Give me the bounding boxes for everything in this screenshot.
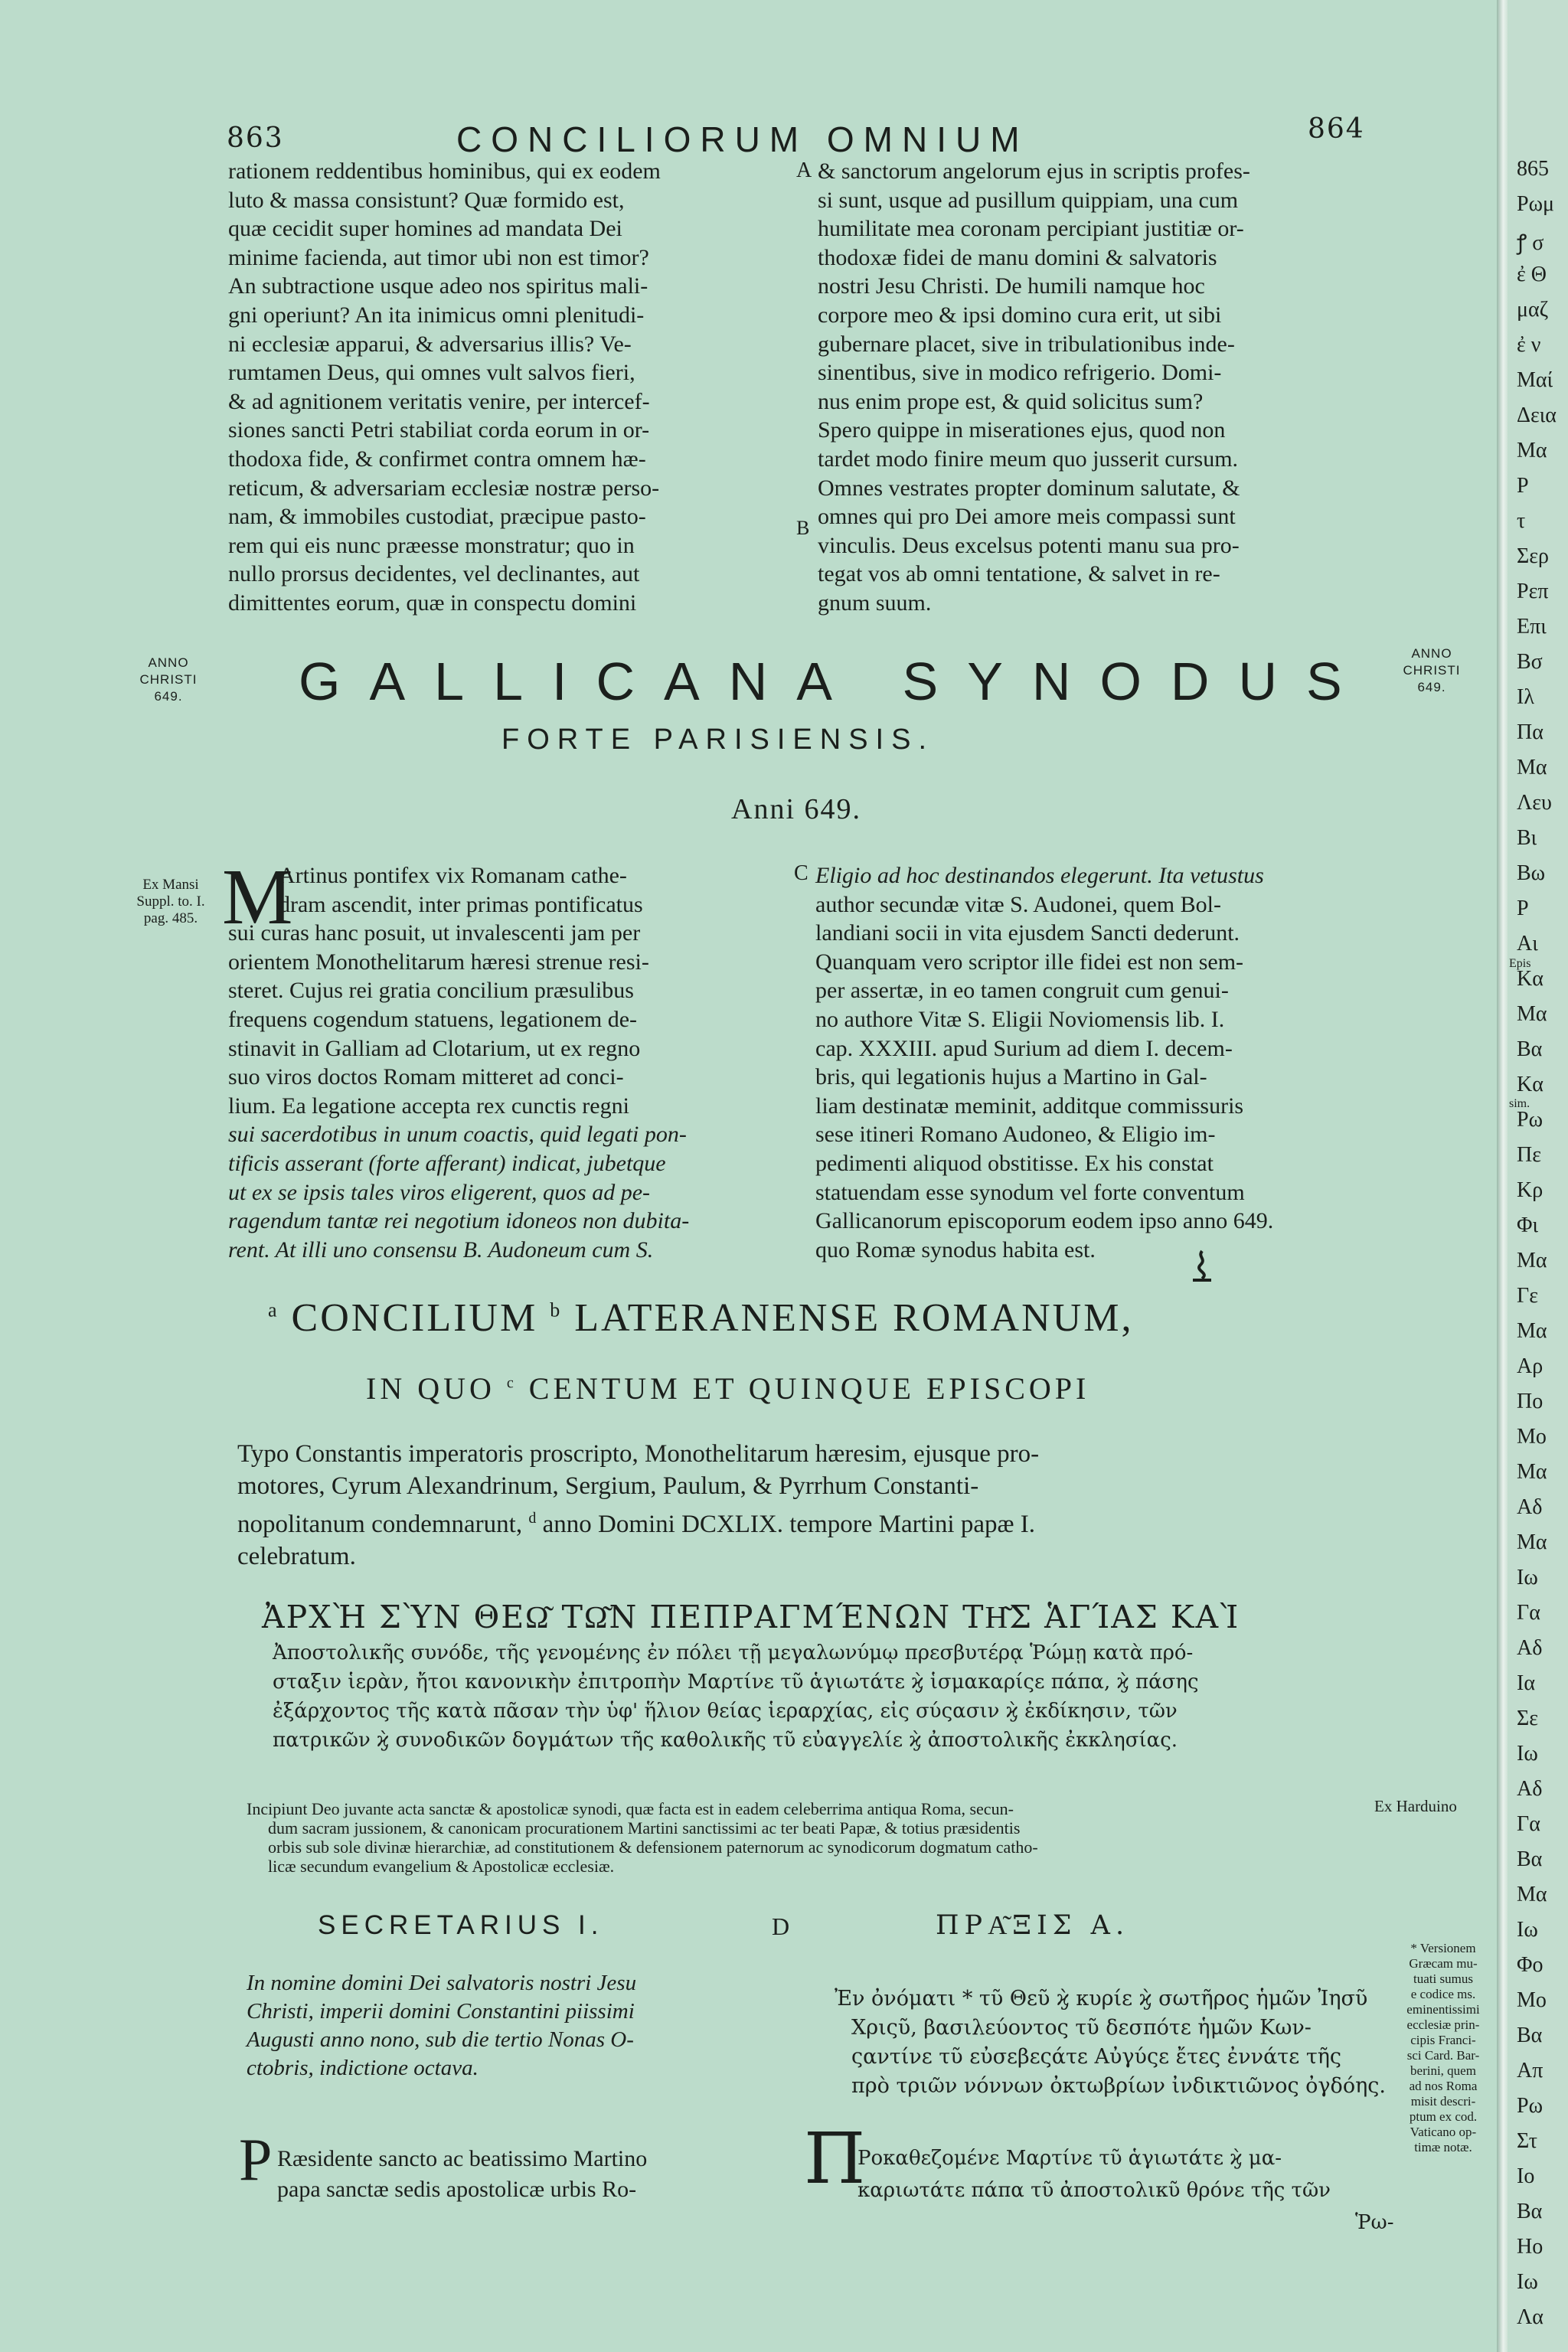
incipit-paragraph (247, 1799, 1380, 1876)
text-line: thodoxæ fidei de manu domini & salvatoris (818, 244, 1217, 270)
text-line: tificis asserant (forte afferant) indicat, jubetque (228, 1150, 666, 1176)
next-page-word: Aρ (1517, 1354, 1544, 1378)
greek-line: Χριςῦ, βασιλεύοντος τῦ δεσπότε ἡμῶν Κων- (851, 2016, 1312, 2040)
text-line: reticum, & adversariam ecclesiæ nostræ perso- (228, 475, 660, 501)
text-line: sui curas hanc posuit, ut invalescenti jam per (228, 920, 641, 946)
text-line: siones sancti Petri stabiliat corda eorum in or- (228, 417, 650, 443)
next-page-word: Γα (1517, 1812, 1540, 1836)
council-subtitle-part: CENTUM ET QUINQUE EPISCOPI (528, 1371, 1090, 1406)
next-page-word: Ρω (1517, 1108, 1544, 1132)
anno-label: ANNO (148, 655, 189, 670)
next-page-word: Bα (1517, 2024, 1543, 2047)
next-page-word: Μα (1517, 439, 1547, 462)
column-marker-c: C (794, 861, 808, 885)
text-line: quo Romæ synodus habita est. (815, 1236, 1096, 1263)
next-page-word: Γε (1517, 1284, 1538, 1308)
text-line: Quanquam vero scriptor ille fidei est non sem- (815, 949, 1244, 975)
footnote-marker: b (550, 1298, 563, 1321)
text-line: Christi, imperii domini Constantini piissimi (247, 1999, 635, 2024)
top-left-column (228, 157, 799, 618)
greek-line: Ἀποστολικῆς συνόδε, τῆς γενομένης ἐν πόλει τῇ μεγαλωνύμῳ πρεσβυτέρᾳ Ῥώμῃ κατὰ πρό- (273, 1642, 1194, 1664)
column-marker-a: A (796, 158, 812, 182)
next-page-word: Iω (1517, 1742, 1538, 1766)
next-page-word: Μα (1517, 1002, 1547, 1026)
text-line: author secundæ vitæ S. Audonei, quem Bol- (815, 891, 1221, 917)
text-line: landiani socii in vita ejusdem Sancti dederunt. (815, 920, 1240, 946)
next-page-word: Ιλ (1517, 685, 1534, 709)
greek-line: πρὸ τριῶν νόννων ὀκτωβρίων ἰνδικτιῶνος ὀγδόης. (851, 2074, 1386, 2098)
praxis-heading: ΠΡΑ͂ΞΙΣ Α. (936, 1910, 1130, 1941)
next-page-word: Kα (1517, 967, 1544, 991)
margin-note-line: Vaticano op- (1410, 2125, 1477, 2139)
council-title (268, 1295, 1133, 1341)
text-line: statuendam esse synodum vel forte conventum (815, 1179, 1245, 1205)
text-line: liam destinatæ meminit, additque commissuris (815, 1093, 1244, 1119)
text-line: Typo Constantis imperatoris proscripto, Monothelitarum hæresim, ejusque pro- (237, 1440, 1040, 1468)
text-line: per assertæ, in eo tamen congruit cum genui- (815, 978, 1229, 1004)
text-line: steret. Cujus rei gratia concilium præsulibus (228, 978, 634, 1004)
margin-note-line: eminentissimi (1406, 2002, 1480, 2017)
text-line: gnum suum. (818, 590, 932, 616)
incipit-line: orbis sub sole divinæ hierarchiæ, ad constitutionem & defensionem paternorum ac synodicorum dogmatum catho- (268, 1838, 1038, 1857)
text-line: ctobris, indictione octava. (247, 2056, 479, 2080)
next-page-word: Bα (1517, 1847, 1543, 1871)
next-page-word: Μο (1517, 1425, 1547, 1449)
greek-line: Ἐν ὀνόματι * τῦ Θεῦ ϗ̀ κυρίε ϗ̀ σωτῆρος ἡμῶν Ἰησῦ (835, 1987, 1368, 2011)
next-page-word: Kρ (1517, 1178, 1544, 1202)
text-line: rationem reddentibus hominibus, qui ex eodem (228, 158, 661, 184)
text-line: orientem Monothelitarum hæresi strenue resi- (228, 949, 649, 975)
greek-line: πατρικῶν ϗ̀ συνοδικῶν δογμάτων τῆς καθολικῆς τῦ εὐαγγελίε ϗ̀ ἀποστολικῆς ἐκκλησίας. (273, 1729, 1178, 1752)
greek-pro-paragraph (858, 2142, 1393, 2239)
next-page-word: Σερ (1517, 544, 1550, 568)
next-page-word: Io (1517, 2164, 1535, 2188)
anno-label: ANNO (1411, 646, 1452, 661)
text-line: sinentibus, sive in modico refrigerio. Domi- (818, 360, 1222, 386)
next-page-word: Aδ (1517, 1636, 1543, 1660)
text-line: corpore meo & ipsi domino cura erit, ut sibi (818, 302, 1222, 328)
text-line: Ræsidente sancto ac beatissimo Martino (277, 2146, 648, 2171)
text-line: quæ cecidit super homines ad mandata Dei (228, 216, 622, 242)
text-line: dimittentes eorum, quæ in conspectu domini (228, 590, 637, 616)
text-line: gubernare placet, sive in tribulationibus inde- (818, 331, 1235, 357)
text-line: & sanctorum angelorum ejus in scriptis profes- (818, 158, 1250, 184)
margin-note-line: ad nos Roma (1409, 2079, 1478, 2093)
margin-source-note (113, 877, 228, 927)
text-line: An subtractione usque adeo nos spiritus mali- (228, 273, 648, 299)
text-line: minime facienda, aut timor ubi non est timor? (228, 244, 649, 270)
text-line: rent. At illi uno consensu B. Audoneum cum S. (228, 1236, 654, 1263)
margin-note-line: misit descri- (1410, 2094, 1476, 2109)
text-line: In nomine domini Dei salvatoris nostri Jesu (247, 1971, 637, 1995)
top-right-column (818, 157, 1415, 618)
text-line: ragendum tantæ rei negotium idoneos non dubita- (228, 1208, 690, 1234)
martinus-left-column (228, 861, 795, 1264)
text-line: pedimenti aliquod obstitisse. Ex his constat (815, 1150, 1214, 1176)
praesidente-paragraph (277, 2144, 798, 2205)
text-line: ni ecclesiæ apparui, & adversarius illis? Ve- (228, 331, 632, 357)
margin-note-line: e codice ms. (1410, 1987, 1476, 2001)
text-line: dram ascendit, inter primas pontificatus (279, 891, 643, 917)
next-page-word: Μα (1517, 1319, 1547, 1343)
text-line: ut ex se ipsis tales viros eligerent, quos ad pe- (228, 1179, 651, 1205)
council-subtitle-part: IN QUO (366, 1371, 495, 1406)
next-page-word: Iω (1517, 2270, 1538, 2294)
text-line: luto & massa consistunt? Quæ formido est, (228, 187, 625, 213)
next-page-word: Μα (1517, 756, 1547, 779)
greek-line: Ροκαθεζομένε Μαρτίνε τῦ ἁγιωτάτε ϗ̀ μα- (858, 2147, 1282, 2170)
next-page-word: Γα (1517, 1601, 1540, 1625)
margin-note-line: ptum ex cod. (1409, 2109, 1478, 2124)
next-page-word: Pωμ (1517, 192, 1555, 216)
next-page-word: Μαί (1517, 368, 1553, 392)
incipit-line: licæ secundum evangelium & Apostolicæ ecclesiæ. (268, 1857, 615, 1876)
greek-line: ςαντίνε τῦ εὐσεβεςάτε Αὐγύςε ἔτες ἐννάτε τῆς (851, 2045, 1342, 2069)
text-line: vinculis. Deus excelsus potenti manu sua pro- (818, 532, 1240, 558)
secretarius-heading: SECRETARIUS I. (318, 1910, 604, 1940)
next-page-word: Aδ (1517, 1777, 1543, 1801)
next-page-margin-note: Epis (1509, 957, 1531, 970)
versionem-note (1390, 1941, 1497, 2155)
next-page-word: Aπ (1517, 2059, 1544, 2082)
column-marker-b: B (796, 517, 810, 539)
text-line: tegat vos ab omni tentatione, & salvet in re- (818, 561, 1220, 587)
next-page-word: Αι (1517, 932, 1538, 956)
next-page-word: ἐ ν (1517, 333, 1541, 357)
drop-cap-m: M (222, 853, 293, 941)
text-line: lium. Ea legatione accepta rex cunctis regni (228, 1093, 629, 1119)
year-label: 649. (1417, 680, 1446, 694)
next-page-word: Πα (1517, 720, 1544, 744)
next-page-word: Σε (1517, 1707, 1539, 1730)
next-page-margin-note: sim. (1509, 1097, 1530, 1110)
synod-subtitle: FORTE PARISIENSIS. (501, 724, 935, 756)
next-page-word: Λα (1517, 2305, 1544, 2329)
greek-line: ἐξάρχοντος τῆς κατὰ πᾶσαν τὴν ὑφ' ἥλιον θείας ἱεραρχίας, εἰς σύςασιν ϗ̀ ἐκδίκησιν, τῶν (273, 1700, 1178, 1723)
next-page-word: Bα (1517, 1037, 1543, 1061)
next-page-word: Δεια (1517, 403, 1557, 427)
margin-note-line: * Versionem (1410, 1941, 1476, 1955)
text-line: Eligio ad hoc destinandos elegerunt. Ita vetustus (815, 863, 1264, 888)
page-number-left: 863 (227, 122, 284, 154)
text-fragment: nopolitanum condemnarunt, (237, 1511, 529, 1538)
next-page-word: Bι (1517, 826, 1537, 850)
next-page-word: ꝭ σ (1517, 231, 1544, 255)
next-page-word: Iω (1517, 1566, 1538, 1589)
text-fragment: anno Domini DCXLIX. tempore Martini papæ I. (536, 1511, 1035, 1538)
harduino-note: Ex Harduino (1374, 1797, 1457, 1815)
next-page-word: Bσ (1517, 650, 1543, 674)
running-title: CONCILIORUM OMNIUM (456, 119, 1029, 159)
drop-cap-p: P (239, 2126, 273, 2193)
next-page-edge (1508, 0, 1568, 2352)
next-page-word: Μα (1517, 1460, 1547, 1484)
text-line: Augusti anno nono, sub die tertio Nonas O- (247, 2027, 634, 2052)
footnote-marker: d (528, 1510, 537, 1527)
christi-label: CHRISTI (139, 672, 198, 687)
year-label: 649. (154, 689, 183, 704)
margin-note-line: Ex Mansi (142, 877, 199, 893)
next-page-word: τ (1517, 509, 1526, 533)
christi-label: CHRISTI (1403, 663, 1461, 678)
text-line: papa sanctæ sedis apostolicæ urbis Ro- (277, 2177, 637, 2202)
next-page-word: Iω (1517, 1918, 1538, 1942)
typo-paragraph (237, 1438, 1340, 1573)
text-line: Gallicanorum episcoporum eodem ipso anno 649. (815, 1208, 1274, 1234)
text-line: cap. XXXIII. apud Surium ad diem I. decem- (815, 1035, 1233, 1061)
next-page-word: P (1517, 474, 1529, 498)
in-nomine-latin (247, 1969, 798, 2082)
text-line: motores, Cyrum Alexandrinum, Sergium, Paulum, & Pyrrhum Constanti- (237, 1472, 979, 1500)
margin-note-line: pag. 485. (143, 910, 198, 926)
text-line (237, 1502, 1340, 1540)
text-line: nullo prorsus decidentes, vel declinantes, aut (228, 561, 640, 587)
text-line: rem qui eis nunc præesse monstratur; quo in (228, 532, 635, 558)
next-page-word: Λευ (1517, 791, 1552, 815)
text-line: nam, & immobiles custodiat, præcipue pasto- (228, 504, 646, 530)
text-line: celebratum. (237, 1543, 356, 1570)
text-line: nostri Jesu Christi. De humili namque hoc (818, 273, 1205, 299)
page-number-right: 864 (1308, 113, 1365, 145)
page-gutter (1497, 0, 1508, 2352)
next-page-word: Iα (1517, 1671, 1535, 1695)
next-page-word: Πε (1517, 1143, 1541, 1167)
next-page-word: Μα (1517, 1249, 1547, 1272)
footnote-marker: c (506, 1374, 518, 1392)
text-line: omnes qui pro Dei amore meis compassi sunt (818, 504, 1236, 530)
next-page-word: Στ (1517, 2129, 1538, 2153)
text-line: nus enim prope est, & quid solicitus sum? (818, 388, 1204, 414)
text-line: tardet modo finire meum quo jusserit cursum. (818, 446, 1239, 472)
next-page-word: Επι (1517, 615, 1547, 639)
footnote-marker: a (268, 1298, 279, 1321)
margin-note-line: Græcam mu- (1409, 1956, 1478, 1971)
text-line: suo viros doctos Romam mitteret ad conci- (228, 1064, 624, 1090)
next-page-word: Μα (1517, 1883, 1547, 1906)
margin-note-line: timæ notæ. (1414, 2140, 1472, 2154)
next-page-word: Μο (1517, 1988, 1547, 2012)
next-page-word: Ηο (1517, 2235, 1544, 2259)
next-page-word: Φι (1517, 1214, 1538, 1237)
synod-title: GALLICANA SYNODUS (299, 652, 1371, 711)
council-subtitle (366, 1370, 1089, 1406)
next-page-word: Bα (1517, 2200, 1543, 2223)
anno-christi-left (107, 655, 230, 705)
next-page-word: Φο (1517, 1953, 1544, 1977)
margin-note-line: Suppl. to. I. (136, 893, 205, 910)
margin-note-line: sci Card. Bar- (1406, 2048, 1480, 2063)
next-page-word: Bω (1517, 861, 1546, 885)
next-page-word: Kα (1517, 1073, 1544, 1096)
next-page-word: Μα (1517, 1530, 1547, 1554)
text-line: no authore Vitæ S. Eligii Noviomensis lib. I. (815, 1006, 1225, 1032)
margin-note-line: ecclesiæ prin- (1406, 2017, 1480, 2032)
text-line: rumtamen Deus, qui omnes vult salvos fieri, (228, 360, 635, 386)
text-line: gni operiunt? An ita inimicus omni plenitudi- (228, 302, 645, 328)
in-nomine-greek (835, 1984, 1401, 2101)
text-line: bris, qui legationis hujus a Martino in Gal- (815, 1064, 1207, 1090)
next-page-word: Pω (1517, 2094, 1544, 2118)
margin-note-line: tuati sumus (1413, 1971, 1473, 1986)
text-line: si sunt, usque ad pusillum quippiam, una cum (818, 187, 1239, 213)
text-line: Spero quippe in miserationes ejus, quod non (818, 417, 1226, 443)
martinus-right-column (815, 861, 1413, 1264)
margin-note-line: cipis Franci- (1410, 2033, 1476, 2047)
text-line: sese itineri Romano Audoneo, & Eligio im- (815, 1122, 1216, 1148)
text-line: Omnes vestrates propter dominum salutate, & (818, 475, 1240, 501)
next-page-word: μαζ (1517, 298, 1549, 322)
greek-line: Ῥω- (1355, 2211, 1394, 2234)
council-title-word: LATERANENSE ROMANUM, (574, 1296, 1134, 1340)
incipit-line: Incipiunt Deo juvante acta sanctæ & apostolicæ synodi, quæ facta est in eadem celeberrima antiqua Roma, secun- (247, 1799, 1014, 1818)
next-page-word: Ρεπ (1517, 580, 1549, 603)
text-line: & ad agnitionem veritatis venire, per intercef- (228, 388, 650, 414)
drop-cap-pi: Π (804, 2118, 866, 2200)
ornament-icon (1187, 1248, 1217, 1285)
next-page-word: Aδ (1517, 1495, 1543, 1519)
next-page-word: Πο (1517, 1390, 1544, 1413)
text-line: humilitate mea coronam percipiant justitiæ or- (818, 216, 1244, 242)
text-line: thodoxa fide, & confirmet contra omnem hæ- (228, 446, 646, 472)
greek-line: καριωτάτε πάπα τῦ ἀποστολικῦ θρόνε τῆς τῶν (858, 2179, 1331, 2202)
council-title-word: CONCILIUM (291, 1296, 538, 1340)
greek-title: ἈΡΧῊ ΣῪΝ ΘΕΩ͂ ΤΩ͂Ν ΠΕΠΡΑΓΜΈΝΩΝ ΤΗ͂Σ ἉΓΊΑΣ ΚΑῚ (262, 1599, 1240, 1635)
next-page-word: ἐ Θ (1517, 263, 1547, 286)
incipit-line: dum sacram jussionem, & canonicam procurationem Martini sanctissimi ac ter beati Papæ, & totius præsidentis (268, 1818, 1021, 1838)
text-line: Artinus pontifex vix Romanam cathe- (279, 863, 627, 888)
anno-christi-right (1370, 645, 1493, 696)
column-marker-d: D (772, 1913, 790, 1940)
next-page-word: P (1517, 897, 1529, 920)
text-line: frequens cogendum statuens, legationem de- (228, 1006, 637, 1032)
text-line: sui sacerdotibus in unum coactis, quid legati pon- (228, 1122, 687, 1148)
greek-line: σταξιν ἱερὰν, ἤτοι κανονικὴν ἐπιτροπὴν Μαρτίνε τῦ ἁγιωτάτε ϗ̀ ἱσμακαρίςε πάπα, ϗ̀ πάσης (273, 1671, 1199, 1694)
next-page-word: 865 (1517, 157, 1549, 181)
text-line: stinavit in Galliam ad Clotarium, ut ex regno (228, 1035, 641, 1061)
margin-note-line: berini, quem (1410, 2063, 1476, 2078)
synod-year: Anni 649. (731, 793, 861, 825)
greek-paragraph (273, 1638, 1375, 1755)
